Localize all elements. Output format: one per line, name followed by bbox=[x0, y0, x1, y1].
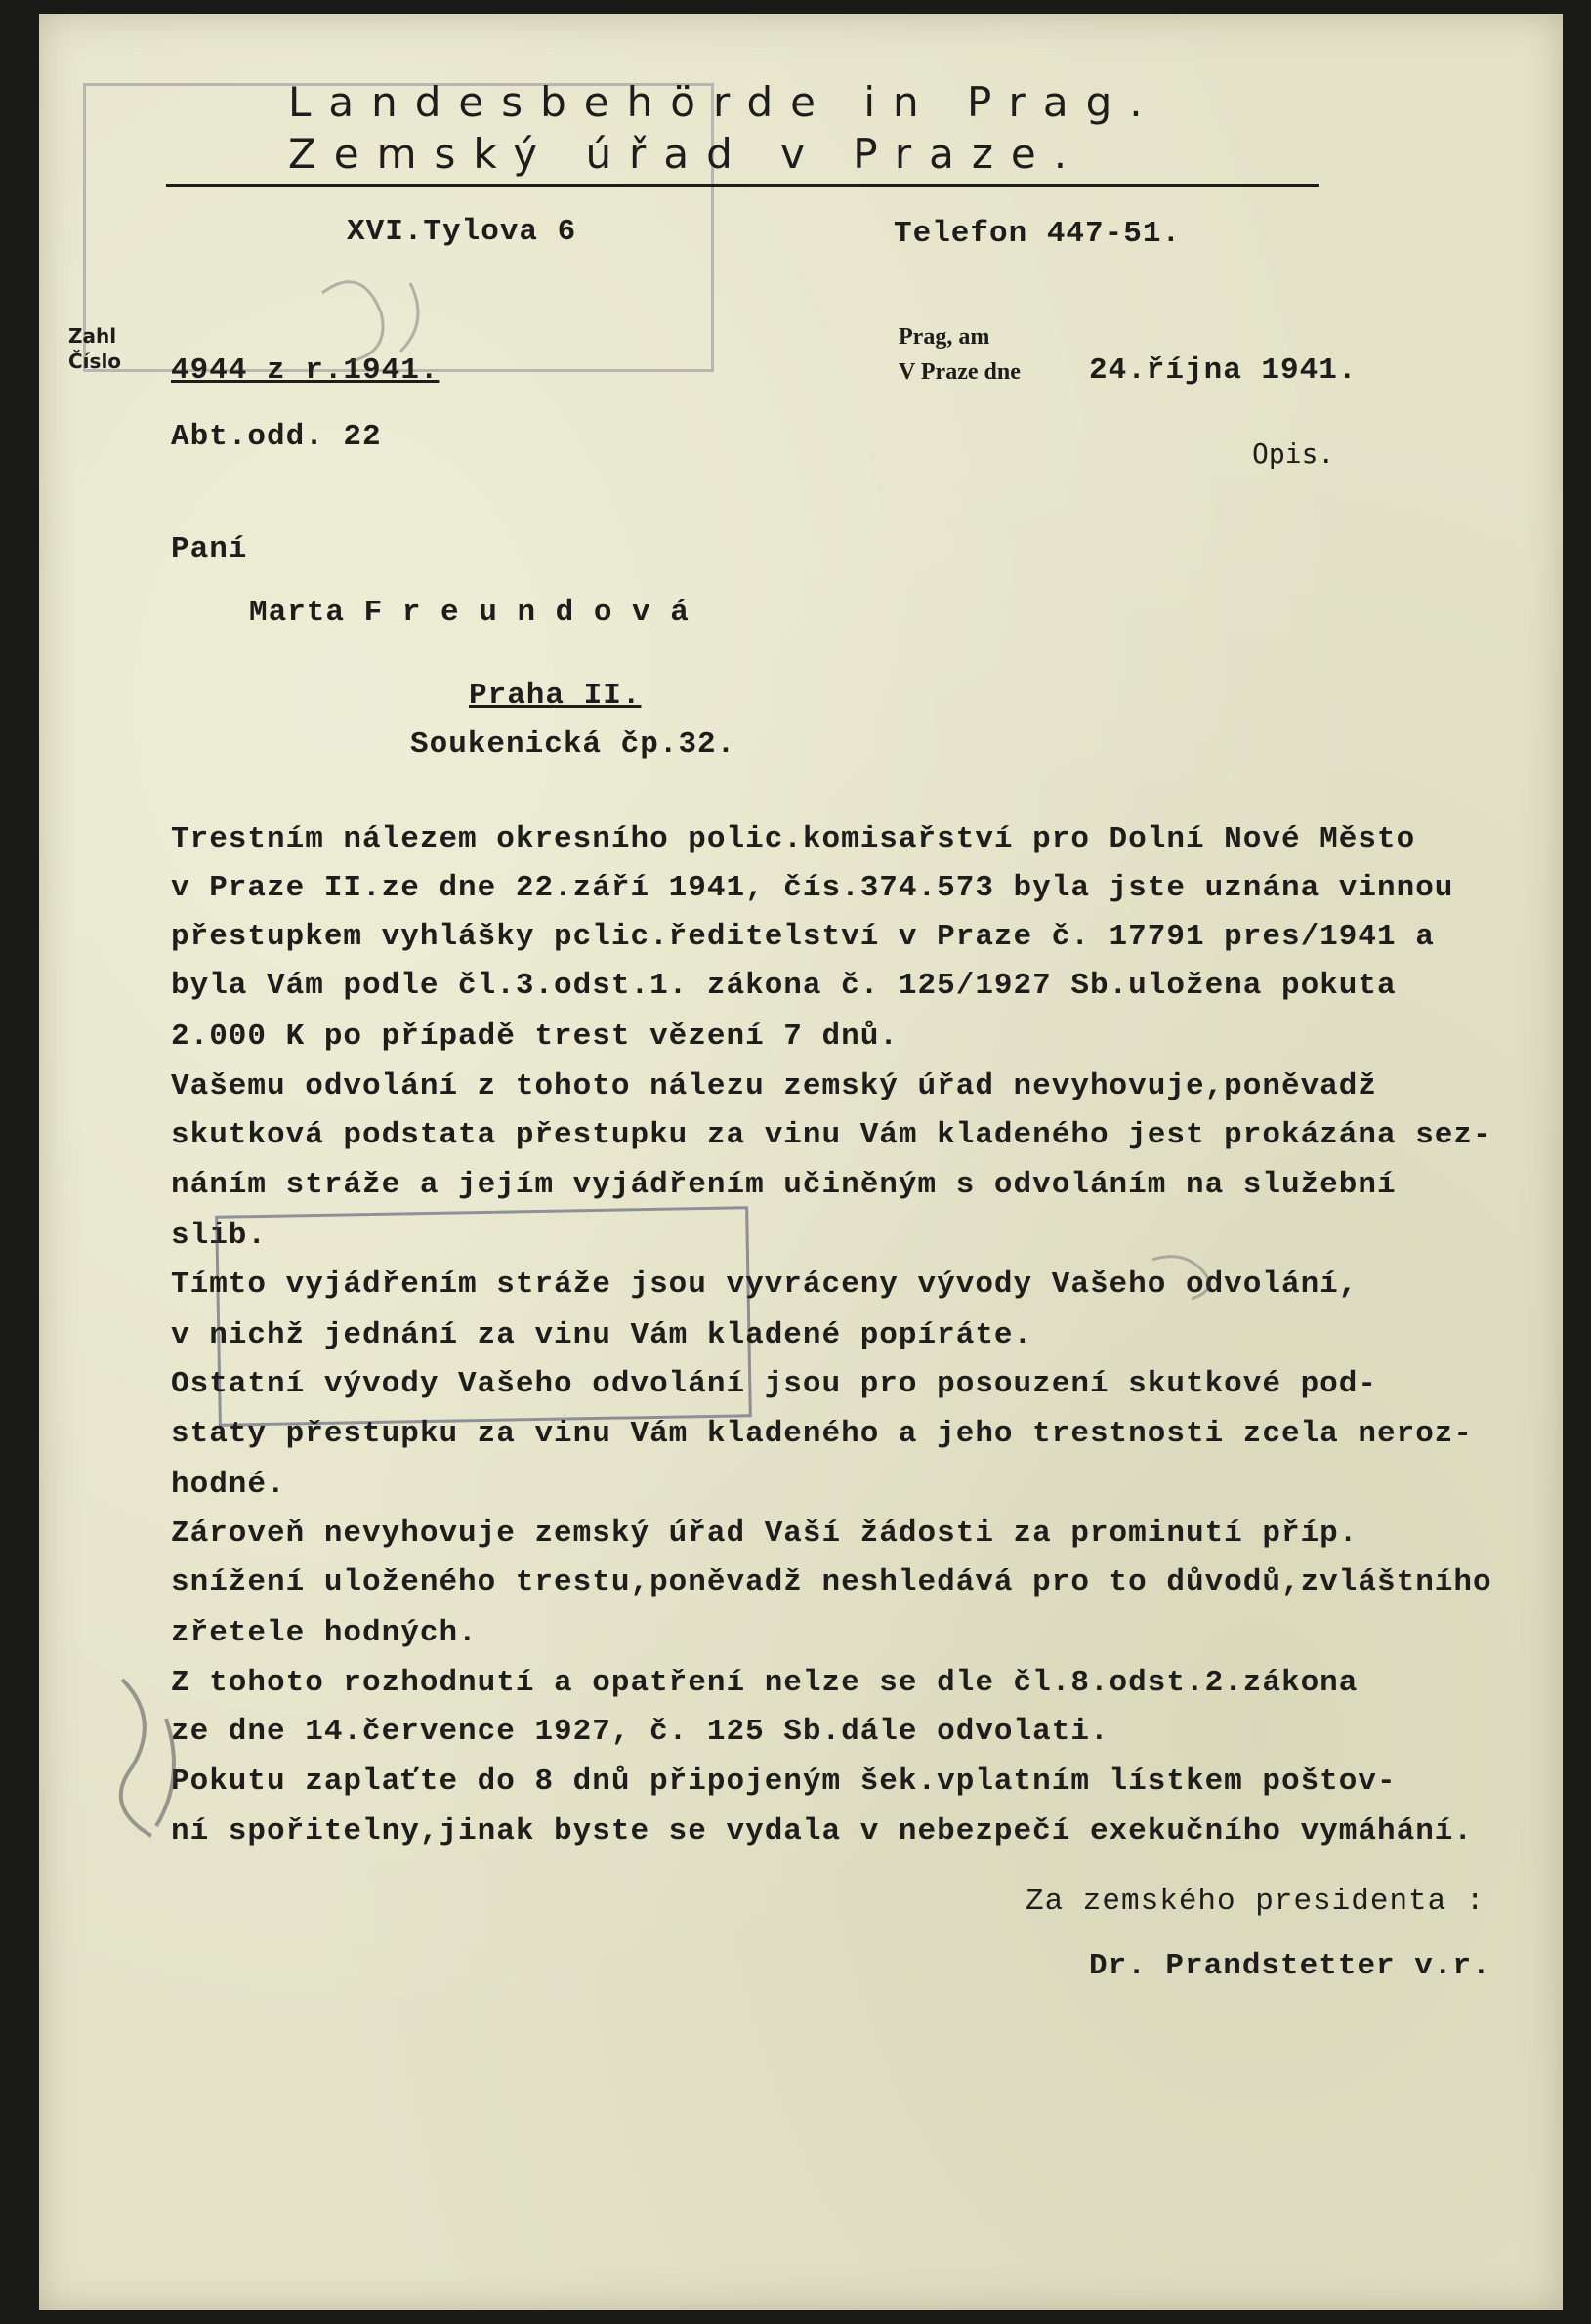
body-line: Trestním nálezem okresního polic.komisařství pro Dolní Nové Město bbox=[171, 822, 1416, 856]
body-line: v Praze II.ze dne 22.září 1941, čís.374.573 byla jste uznána vinnou bbox=[171, 871, 1454, 905]
salutation: Paní bbox=[171, 532, 248, 566]
body-line: snížení uloženého trestu,poněvadž neshledává pro to důvodů,zvláštního bbox=[171, 1565, 1492, 1599]
body-line: v nichž jednání za vinu Vám kladené popíráte. bbox=[171, 1318, 1033, 1352]
body-line: Z tohoto rozhodnutí a opatření nelze se dle čl.8.odst.2.zákona bbox=[171, 1666, 1359, 1700]
body-line: Zároveň nevyhovuje zemský úřad Vaší žádosti za prominutí příp. bbox=[171, 1516, 1359, 1551]
date-prefix-german: Prag, am bbox=[899, 324, 990, 350]
body-line: náním stráže a jejím vyjádřením učiněným s odvoláním na služební bbox=[171, 1168, 1397, 1202]
body-line: zřetele hodných. bbox=[171, 1616, 478, 1650]
office-phone: Telefon 447-51. bbox=[894, 217, 1182, 251]
body-line: 2.000 K po případě trest vězení 7 dnů. bbox=[171, 1019, 899, 1054]
body-line: Pokutu zaplaťte do 8 dnů připojeným šek.vplatním lístkem poštov- bbox=[171, 1764, 1397, 1799]
reference-number: 4944 z r.1941. bbox=[171, 353, 440, 388]
zahl-label: Zahl bbox=[68, 324, 117, 348]
copy-note: Opis. bbox=[1252, 437, 1335, 470]
body-line: hodné. bbox=[171, 1468, 286, 1502]
body-line: byla Vám podle čl.3.odst.1. zákona č. 125/1927 Sb.uložena pokuta bbox=[171, 969, 1397, 1003]
signature-for-line: Za zemského presidenta : bbox=[1026, 1885, 1486, 1919]
department-number: Abt.odd. 22 bbox=[171, 420, 382, 454]
date-prefix-czech: V Praze dne bbox=[899, 359, 1021, 385]
body-line: Tímto vyjádřením stráže jsou vyvráceny vývody Vašeho odvolání, bbox=[171, 1267, 1359, 1302]
recipient-city: Praha II. bbox=[469, 679, 642, 713]
body-line: Vašemu odvolání z tohoto nálezu zemský úřad nevyhovuje,poněvadž bbox=[171, 1069, 1377, 1103]
body-line: Ostatní vývody Vašeho odvolání jsou pro posouzení skutkové pod- bbox=[171, 1367, 1377, 1401]
office-address: XVI.Tylova 6 bbox=[347, 215, 577, 249]
body-line: přestupkem vyhlášky pclic.ředitelství v Praze č. 17791 pres/1941 a bbox=[171, 920, 1435, 954]
authority-name-czech: Zemský úřad v Praze. bbox=[288, 130, 1085, 178]
recipient-street: Soukenická čp.32. bbox=[410, 727, 736, 762]
body-line: staty přestupku za vinu Vám kladeného a jeho trestnosti zcela neroz- bbox=[171, 1417, 1474, 1451]
authority-name-german: Landesbehörde in Prag. bbox=[288, 78, 1160, 126]
body-line: ní spořitelny,jinak byste se vydala v nebezpečí exekučního vymáhání. bbox=[171, 1814, 1474, 1848]
signature-name: Dr. Prandstetter v.r. bbox=[1089, 1949, 1491, 1983]
body-line: skutková podstata přestupku za vinu Vám kladeného jest prokázána sez- bbox=[171, 1118, 1492, 1152]
body-line: slib. bbox=[171, 1219, 268, 1253]
cislo-label: Číslo bbox=[68, 350, 122, 373]
body-line: ze dne 14.července 1927, č. 125 Sb.dále odvolati. bbox=[171, 1715, 1110, 1749]
recipient-name: Marta F r e u n d o v á bbox=[249, 596, 690, 630]
document-date: 24.října 1941. bbox=[1089, 353, 1358, 388]
